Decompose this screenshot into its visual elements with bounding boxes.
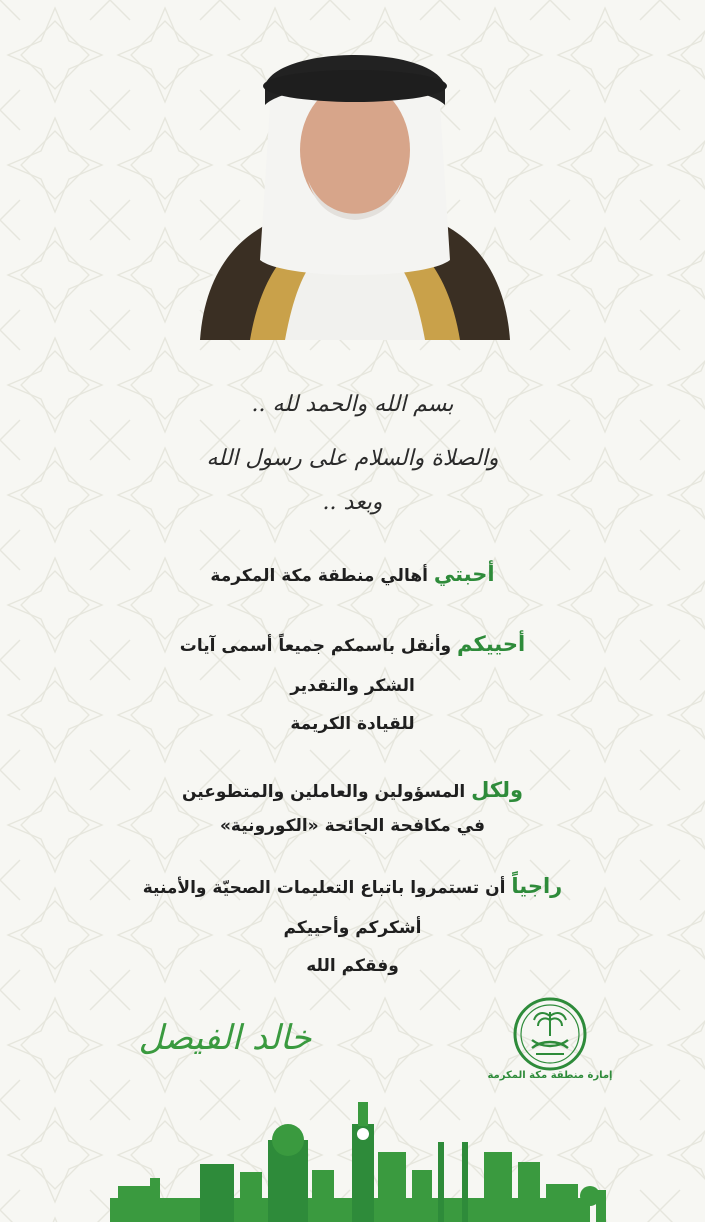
opening-line-3: وبعد ..	[322, 490, 383, 515]
signature: خالد الفيصل	[138, 1018, 312, 1058]
salute-line	[0, 632, 705, 656]
salute-text: وأنقل باسمكم جميعاً أسمى آيات	[179, 636, 452, 656]
request-line	[0, 874, 705, 898]
greeting-accent: أحبتي	[433, 562, 495, 586]
opening-line-2: والصلاة والسلام على رسول الله	[206, 446, 499, 471]
salute-line-2: الشكر والتقدير	[290, 676, 415, 696]
emblem-caption: إمارة منطقة مكة المكرمة	[487, 1070, 613, 1081]
thanks-line	[0, 778, 705, 802]
portrait-photo	[190, 30, 520, 340]
request-line-3: وفقكم الله	[306, 956, 399, 976]
thanks-text: المسؤولين والعاملين والمتطوعين	[181, 782, 466, 802]
makkah-skyline-icon	[0, 1100, 705, 1222]
thanks-accent: ولكل	[471, 778, 524, 802]
request-accent: راجياً	[511, 874, 563, 898]
palm-swords-emblem-icon	[512, 996, 588, 1072]
thanks-line-2: في مكافحة الجائحة «الكورونية»	[219, 816, 486, 836]
greeting-text: أهالي منطقة مكة المكرمة	[210, 566, 428, 586]
opening-line-1: بسم الله والحمد لله ..	[251, 392, 454, 417]
salute-line-3: للقيادة الكريمة	[290, 714, 415, 734]
request-text: أن تستمروا باتباع التعليمات الصحيّة والأمنية	[142, 878, 506, 898]
request-line-2: أشكركم وأحييكم	[283, 918, 422, 938]
salute-accent: أحييكم	[457, 632, 526, 656]
greeting-line	[0, 562, 705, 586]
